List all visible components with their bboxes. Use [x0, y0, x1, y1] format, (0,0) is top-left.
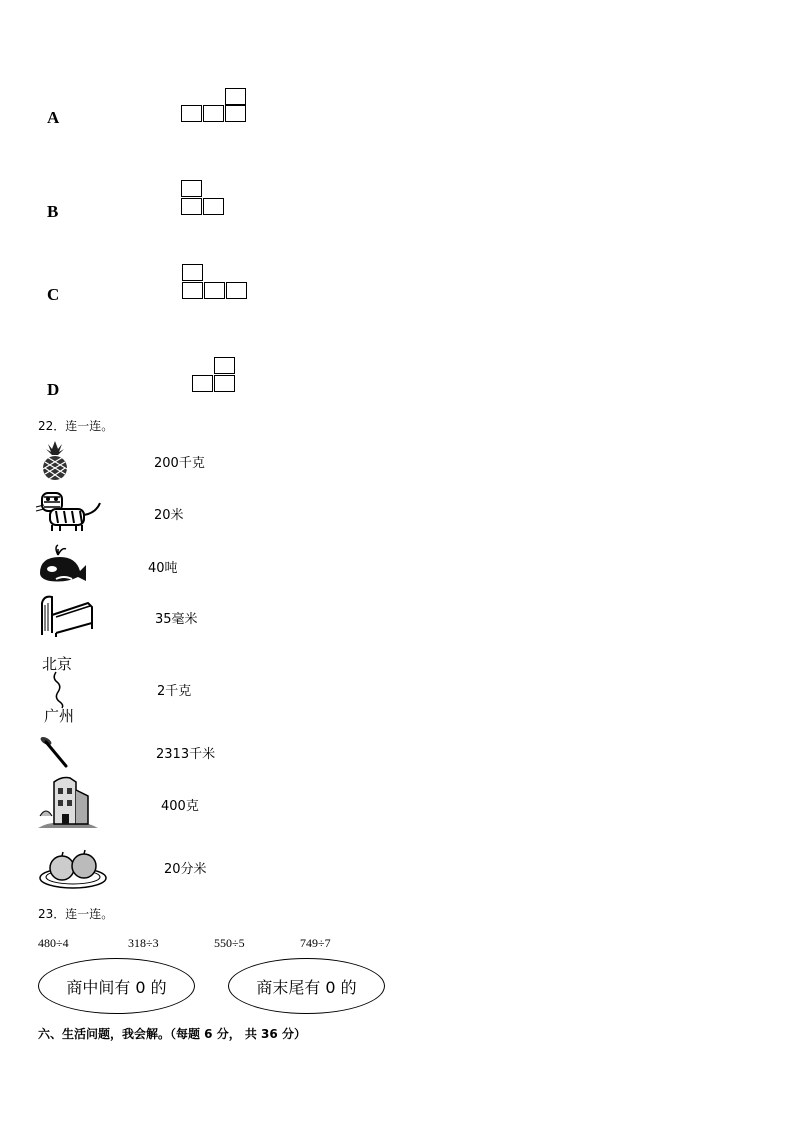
label-item-6: 2313千米 [156, 747, 216, 762]
label-item-5: 2千克 [157, 684, 192, 699]
label-item-3: 40吨 [148, 561, 178, 576]
nail-icon [40, 736, 70, 768]
fruit-plate-icon [38, 846, 108, 890]
category-oval-end-zero [228, 958, 385, 1014]
expression-1: 480÷4 [38, 936, 69, 950]
label-item-8: 20分米 [164, 862, 207, 877]
map-city-top: 北京 [42, 655, 73, 673]
pineapple-icon [38, 441, 72, 481]
tiger-icon [36, 489, 102, 533]
whale-icon [36, 543, 88, 585]
question-22-title: 22．连一连。 [38, 419, 114, 433]
option-letter-b: B [47, 202, 59, 221]
option-letter-a: A [47, 108, 60, 127]
shape-figure-a [181, 88, 251, 126]
expression-4: 749÷7 [300, 936, 331, 950]
category-label-end-zero: 商末尾有 0 的 [256, 977, 357, 997]
shape-figure-c [182, 264, 252, 302]
map-route-icon [44, 672, 74, 708]
option-letter-c: C [47, 285, 60, 304]
label-item-4: 35毫米 [155, 612, 198, 627]
expression-3: 550÷5 [214, 936, 245, 950]
map-city-bottom: 广州 [44, 707, 75, 725]
shape-figure-d [192, 357, 242, 395]
bed-icon [38, 593, 94, 637]
label-item-1: 200千克 [154, 456, 205, 471]
category-oval-middle-zero [38, 958, 195, 1014]
label-item-7: 400克 [161, 799, 199, 814]
building-icon [38, 776, 100, 830]
category-label-middle-zero: 商中间有 0 的 [66, 977, 167, 997]
question-23-title: 23．连一连。 [38, 907, 114, 921]
section-6-title: 六、生活问题，我会解。（每题 6 分， 共 36 分） [38, 1027, 306, 1041]
shape-figure-b [181, 180, 231, 218]
label-item-2: 20米 [154, 508, 184, 523]
expression-2: 318÷3 [128, 936, 159, 950]
option-letter-d: D [47, 380, 60, 399]
